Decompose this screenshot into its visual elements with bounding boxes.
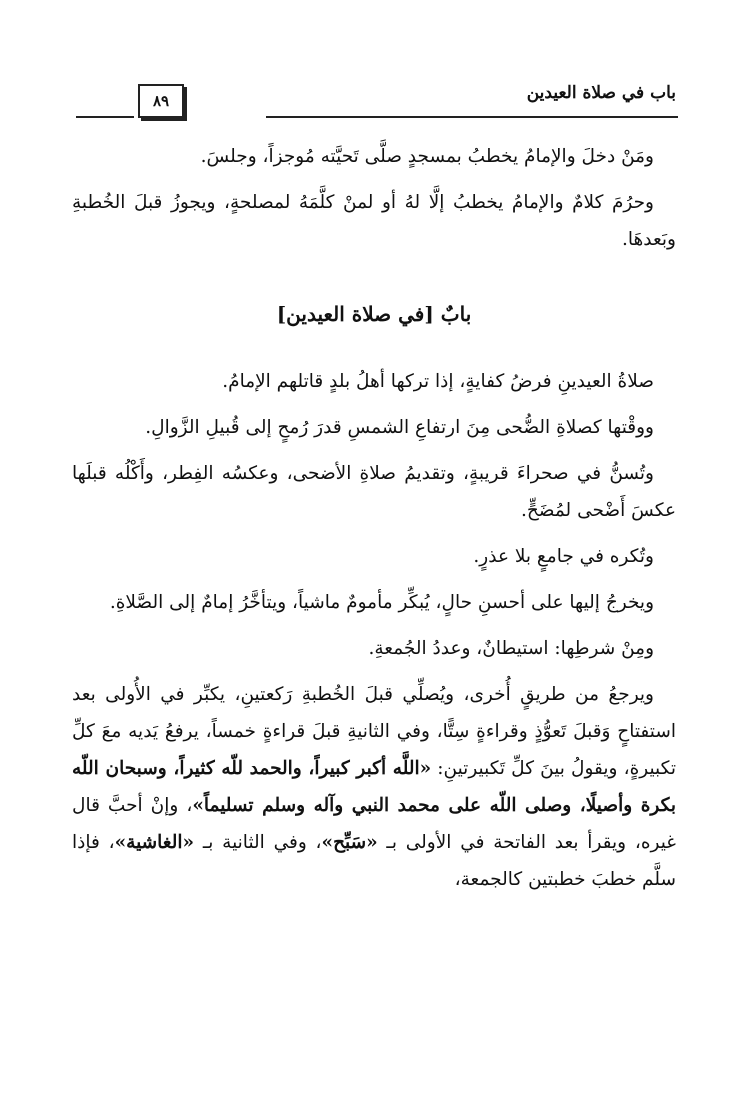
running-title: باب في صلاة العيدين [526, 83, 676, 103]
header-rule-left [76, 116, 134, 118]
page-body [72, 138, 676, 907]
paragraph: ومِنْ شرطِها: استيطانٌ، وعددُ الجُمعةِ. [368, 638, 654, 659]
paragraph: ووقْتها كصلاةِ الضُّحى مِنَ ارتفاعِ الشمسِ قدرَ رُمحٍ إلى قُبيلِ الزَّوالِ. [145, 417, 654, 438]
paragraph: صلاةُ العيدينِ فرضُ كفايةٍ، إذا تركها أهلُ بلدٍ قاتلهم الإمامُ. [222, 371, 654, 392]
page-number: ٨٩ [138, 84, 184, 118]
section-title: بابٌ [في صلاة العيدين] [276, 302, 472, 326]
paragraph-text: ، وإنْ أحبَّ قال غيره، ويقرأ بعد الفاتحة في الأولى بـ [72, 795, 676, 853]
header-rule-right [266, 116, 678, 118]
surah-name-ghashiya: «الغاشية» [114, 832, 195, 853]
surah-name-sabbih: «سَبِّح» [321, 832, 378, 853]
paragraph: ومَنْ دخلَ والإمامُ يخطبُ بمسجدٍ صلَّى تَحيَّته مُوجزاً، وجلسَ. [200, 146, 654, 167]
paragraph: ويخرجُ إليها على أحسنِ حالٍ، يُبكِّر مأمومٌ ماشياً، ويتأخَّرُ إمامٌ إلى الصَّلاةِ. [109, 592, 654, 613]
page-header [70, 78, 678, 128]
takbir-formula: «اللَّه أكبر كبيراً، والحمد للّه كثيراً، وسبحان اللّه بكرة وأصيلًا، وصلى اللّه على محمد النبي وآله وسلم تسليماً» [72, 758, 676, 816]
paragraph-with-takbir [72, 676, 676, 898]
paragraph-text: ، وفي الثانية بـ [194, 832, 322, 853]
paragraph: وحرُمَ كلامٌ والإمامُ يخطبُ إلَّا لهُ أو لمنْ كلَّمَهُ لمصلحةٍ، ويجوزُ قبلَ الخُطبةِ وبَعدهَا. [72, 192, 676, 250]
paragraph-text: ، فإذا سلَّم خطبَ خطبتين كالجمعة، [72, 832, 676, 890]
paragraph-text: ويرجعُ من طريقٍ أُخرى، ويُصلِّي قبلَ الخُطبةِ رَكعتينِ، يكبِّر في الأُولى بعد استفتاحٍ وَقبلَ تَعوُّذٍ وقراءةٍ سِتًّا، وفي الثانيةِ قبلَ قراءةٍ خمساً، يرفعُ يَديه معَ كلِّ تكبيرةٍ، ويقولُ بينَ كلِّ تَكبيرتينِ: [72, 684, 676, 779]
paragraph: وتُكره في جامعٍ بلا عذرٍ. [473, 546, 654, 567]
paragraph: وتُسنُّ في صحراءَ قريبةٍ، وتقديمُ صلاةِ الأضحى، وعكسُه الفِطر، وأَكْلُه قبلَها عكسَ أَضْحى لمُضَحٍّ. [72, 463, 676, 521]
